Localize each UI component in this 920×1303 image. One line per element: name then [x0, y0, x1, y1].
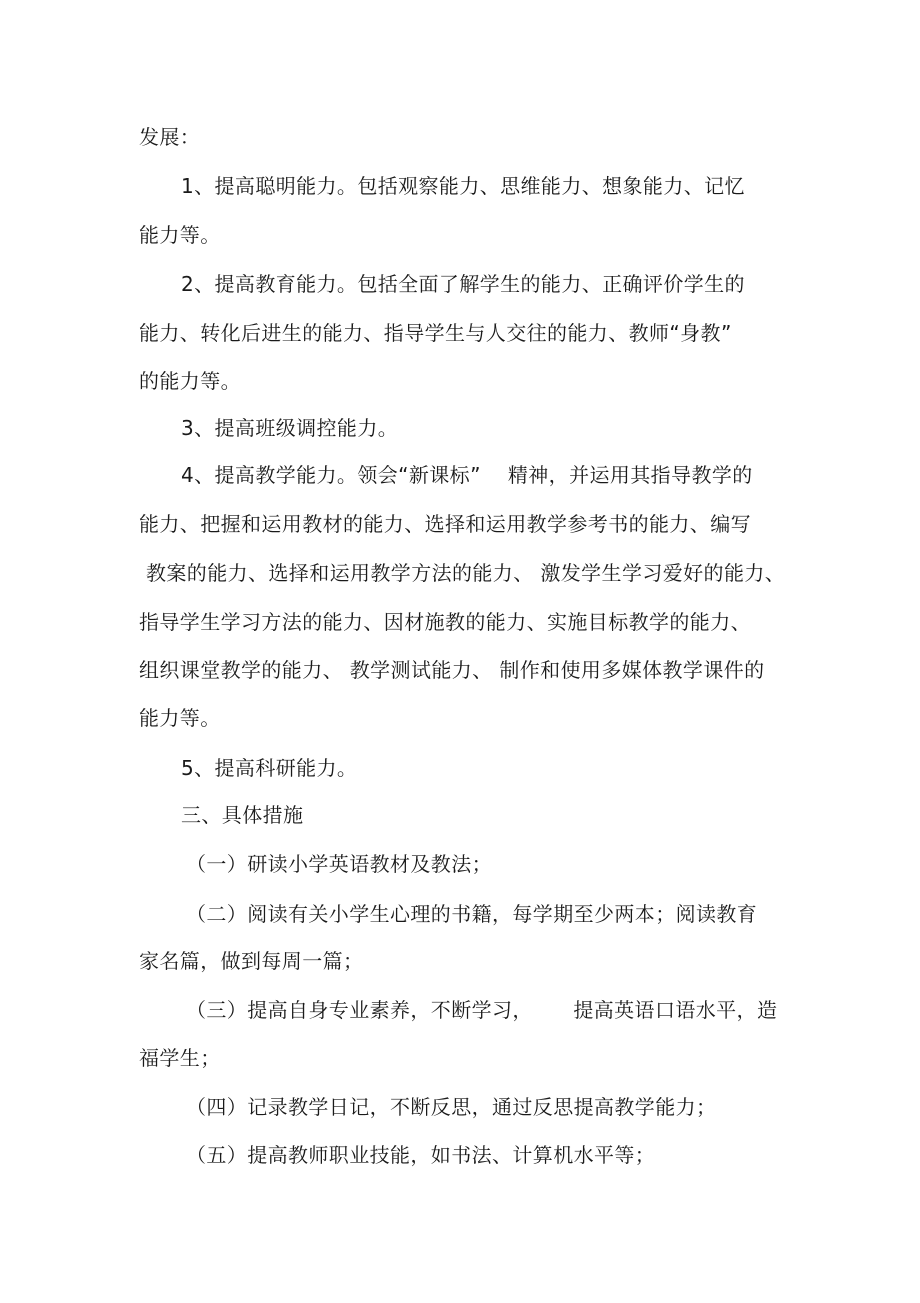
text-line: 2、提高教育能力。包括全面了解学生的能力、正确评价学生的: [181, 272, 745, 296]
text-line: 指导学生学习方法的能力、因材施教的能力、实施目标教学的能力、: [139, 610, 751, 634]
text-line: （四）记录教学日记，不断反思，通过反思提高教学能力；: [186, 1095, 717, 1119]
text-line: 5、提高科研能力。: [181, 756, 358, 780]
text-line: （三）提高自身专业素养，不断学习， 提高英语口语水平，造: [186, 998, 778, 1022]
text-line: 的能力等。: [139, 369, 241, 393]
text-line: 组织课堂教学的能力、 教学测试能力、 制作和使用多媒体教学课件的: [139, 658, 765, 682]
text-line: 能力、把握和运用教材的能力、选择和运用教学参考书的能力、编写: [139, 512, 751, 536]
text-line: 能力、转化后进生的能力、指导学生与人交往的能力、教师“身教”: [139, 321, 732, 345]
section-heading: 三、具体措施: [181, 803, 304, 827]
text-line: 发展：: [139, 125, 201, 149]
text-line: （五）提高教师职业技能，如书法、计算机水平等；: [186, 1143, 656, 1167]
text-line: 家名篇，做到每周一篇；: [139, 949, 364, 973]
text-line: （二）阅读有关小学生心理的书籍，每学期至少两本；阅读教育: [186, 902, 758, 926]
text-line: （一）研读小学英语教材及教法；: [186, 852, 492, 876]
text-line: 教案的能力、选择和运用教学方法的能力、 激发学生学习爱好的能力、: [146, 561, 786, 585]
text-line: 能力等。: [139, 223, 221, 247]
text-line: 能力等。: [139, 706, 221, 730]
text-line: 3、提高班级调控能力。: [181, 416, 399, 440]
text-line: 1、提高聪明能力。包括观察能力、思维能力、想象能力、记忆: [181, 174, 745, 198]
text-line: 福学生；: [139, 1046, 221, 1070]
text-line: 4、提高教学能力。领会“新课标” 精神，并运用其指导教学的: [181, 463, 753, 487]
